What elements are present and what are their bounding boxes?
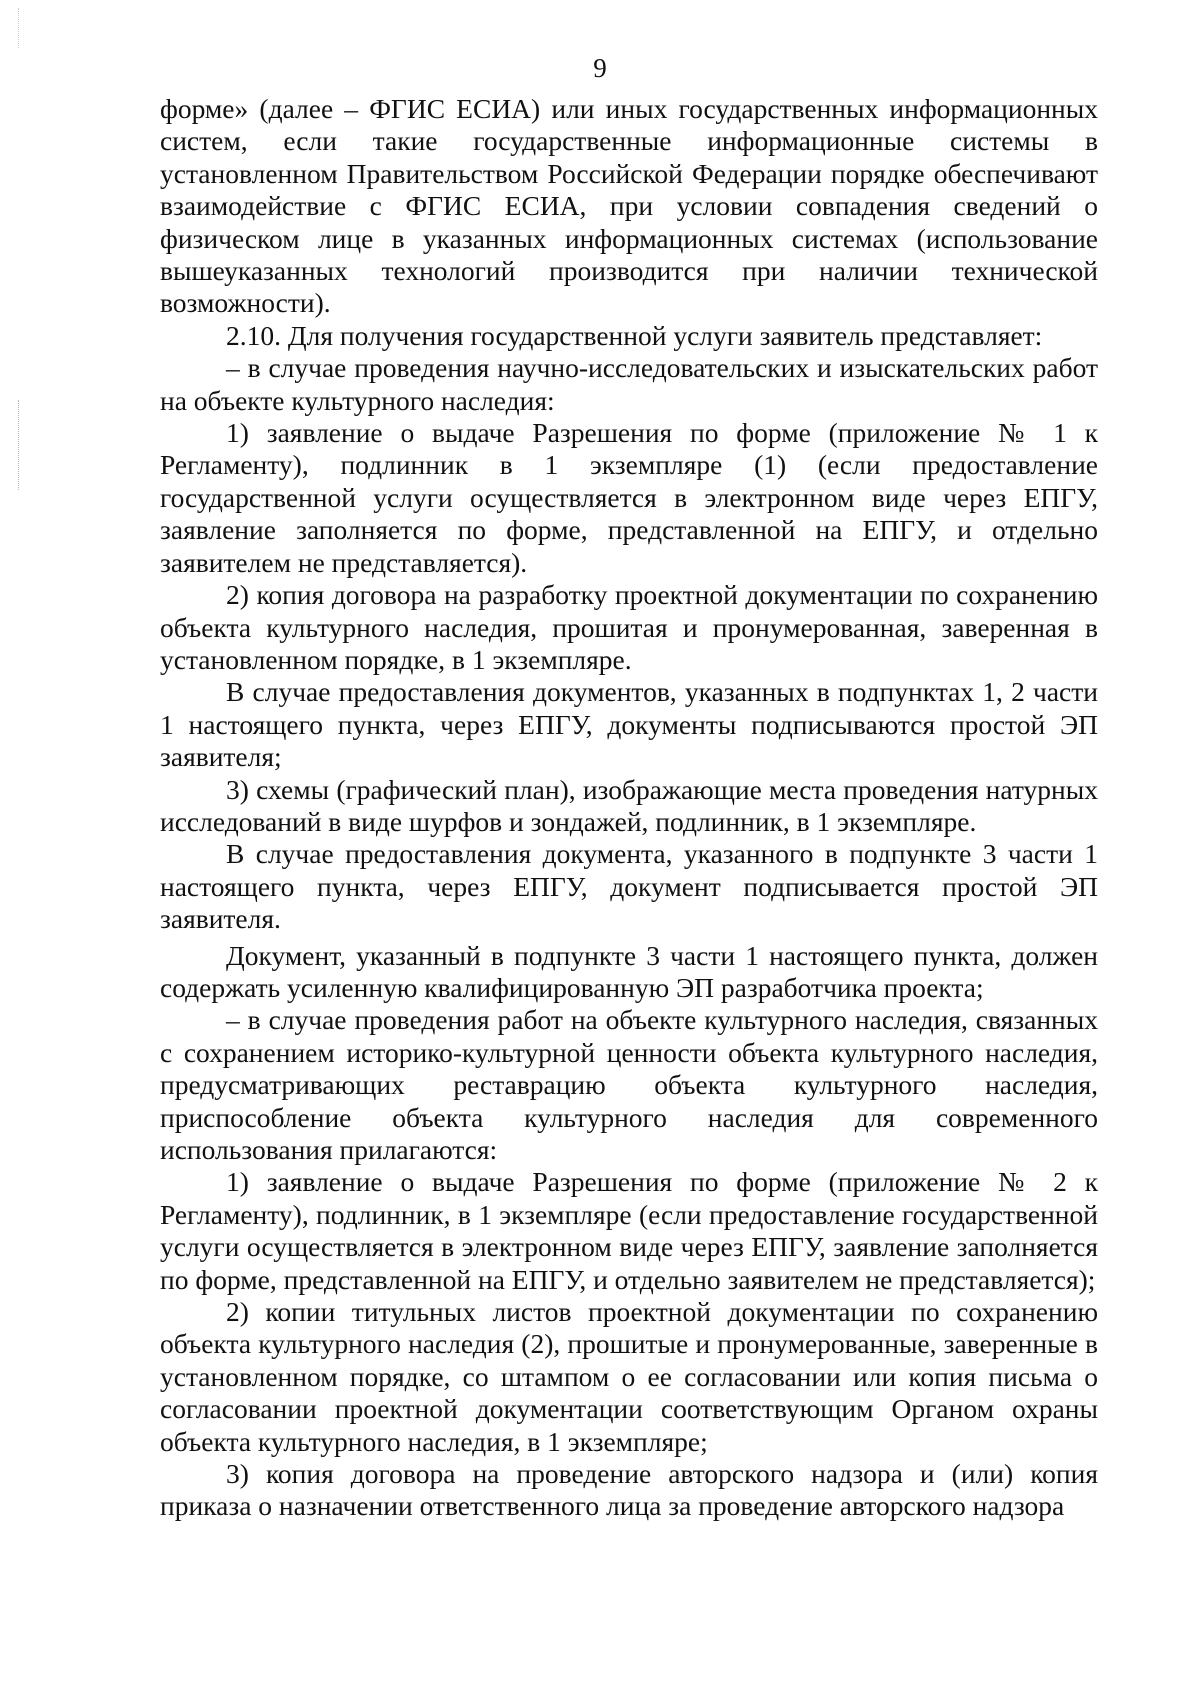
page-number: 9 [593,53,607,83]
paragraph: 2) копия договора на разработку проектной документации по сохранению объекта культурного наследия, прошитая и пронумерованная, заверенная в установленном порядке, в 1 экземпляре. [160,579,1098,675]
paragraph: 2.10. Для получения государственной услуги заявитель представляет: [226,319,1043,351]
scan-edge-marks [18,8,23,48]
paragraph: 2) копии титульных листов проектной документации по сохранению объекта культурного наследия (2), прошитые и пронумерованные, заверенные в установленном порядке, со штампом о ее согласовании или копия письма о согласовании проектной документации соответствующим Органом охраны объекта культурного наследия, в 1 экземпляре; [160,1296,1098,1457]
paragraph: 3) схемы (графический план), изображающие места проведения натурных исследований в виде шурфов и зондажей, подлинник, в 1 экземпляре. [160,773,1098,837]
paragraph: 1) заявление о выдаче Разрешения по форме (приложение № 2 к Регламенту), подлинник, в 1 экземпляре (если предоставление государственной услуги осуществляется в электронном виде через ЕПГУ, заявление заполняется по форме, представленной на ЕПГУ, и отдельно заявителем не представляется); [160,1166,1098,1295]
paragraph: Документ, указанный в подпункте 3 части 1 настоящего пункта, должен содержать усиленную квалифицированную ЭП разработчика проекта; [160,939,1098,1003]
document-body [160,93,1098,1523]
paragraph: В случае предоставления документа, указанного в подпункте 3 части 1 настоящего пункта, через ЕПГУ, документ подписывается простой ЭП заявителя. [160,838,1098,935]
paragraph: 1) заявление о выдаче Разрешения по форме (приложение № 1 к Регламенту), подлинник в 1 экземпляре (1) (если предоставление государственной услуги осуществляется в электронном виде через ЕПГУ, заявление заполняется по форме, представленной на ЕПГУ, и отдельно заявителем не представляется). [160,417,1098,578]
paragraph: форме» (далее – ФГИС ЕСИА) или иных государственных информационных систем, если такие государственные информационные системы в установленном Правительством Российской Федерации порядке обеспечивают взаимодействие с ФГИС ЕСИА, при условии совпадения сведений о физическом лице в указанных информационных системах (использование вышеуказанных технологий производится при наличии технической возможности). [160,93,1098,319]
paragraph: – в случае проведения работ на объекте культурного наследия, связанных с сохранением историко-культурной ценности объекта культурного наследия, предусматривающих реставрацию объекта культурного наследия, приспособление объекта культурного наследия для современного использования прилагаются: [160,1004,1098,1165]
paragraph: В случае предоставления документов, указанных в подпунктах 1, 2 части 1 настоящего пункта, через ЕПГУ, документы подписываются простой ЭП заявителя; [160,676,1098,773]
paragraph: – в случае проведения научно-исследовательских и изыскательских работ на объекте культурного наследия: [160,352,1098,416]
paragraph: 3) копия договора на проведение авторского надзора и (или) копия приказа о назначении ответственного лица за проведение авторского надзора [160,1458,1098,1522]
scan-edge-marks [18,400,23,490]
